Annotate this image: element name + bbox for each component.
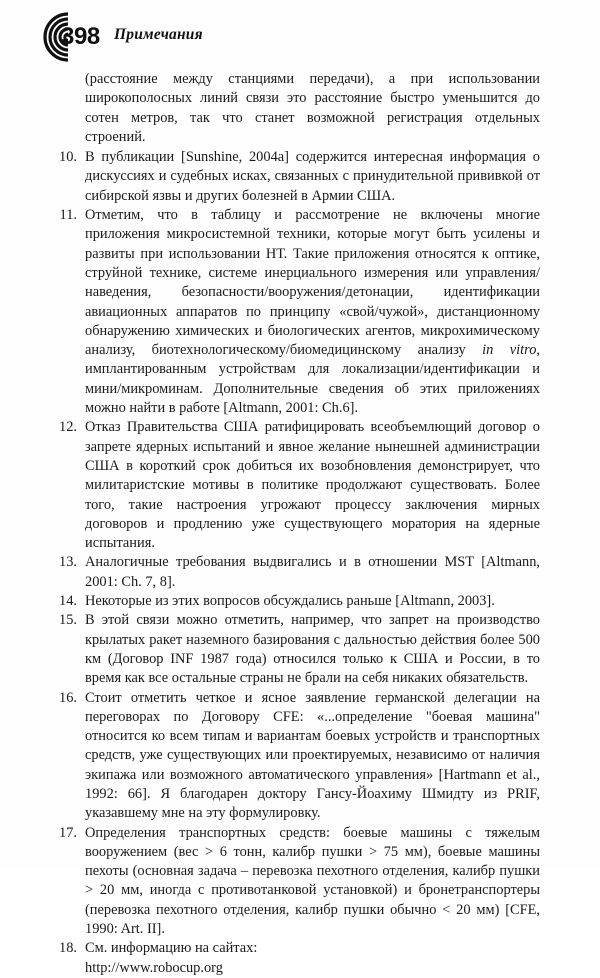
note-number: 15.: [59, 612, 77, 629]
note-text: См. информацию на сайтах:: [85, 940, 258, 957]
page-number: 398: [61, 23, 100, 50]
note-item-10: [50, 148, 540, 206]
note-item-12: [50, 418, 540, 553]
notes-body: [50, 70, 540, 978]
note-number: 17.: [59, 824, 77, 841]
note-text: Стоит отметить четкое и ясное заявление германской делегации на переговорах по Договору CFE: «...определение "боевая машина" относится ко всем типам и вариантам боевых устройств и транспортных средств, уже существующих или проектируемых, независимо от наличия экипажа или возможного автоматического управления» [Hartmann et al., 1992: 66]. Я благодарен доктору Гансу-Йоахиму Шмидту из PRIF, указавшему мне на эту формулировку.: [85, 689, 540, 822]
page-header: [36, 12, 564, 64]
note-number: 12.: [59, 419, 77, 436]
note-item-13: [50, 553, 540, 592]
note-item-16: [50, 689, 540, 824]
note-text: В этой связи можно отметить, например, что запрет на производство крылатых ракет наземного базирования с дальностью действия более 500 км (Договор INF 1987 года) относился только к США и России, в то время как все остальные страны не брали на себя никаких обязательств.: [85, 612, 540, 687]
note-text: Аналогичные требования выдвигались и в отношении MST [Altmann, 2001: Ch. 7, 8].: [85, 554, 540, 590]
header-title: Примечания: [114, 26, 203, 43]
note-text: В публикации [Sunshine, 2004a] содержится интересная информация о дискуссиях и судебных исках, связанных с принудительной прививкой от сибирской язвы и других болезней в Армии США.: [85, 149, 540, 204]
note-text: Определения транспортных средств: боевые машины с тяжелым вооружением (вес > 6 тонн, калибр пушки > 75 мм), боевые машины пехоты (основная задача – перевозка пехотного отделения, калибр пушки > 20 мм, иногда с противотанковой установкой) и бронетранспортеры (перевозка пехотного отделения, калибр пушки обычно < 20 мм) [CFE, 1990: Art. II].: [85, 824, 540, 938]
note-item-15: [50, 611, 540, 688]
note-number: 10.: [59, 149, 77, 166]
note-text: Отказ Правительства США ратифицировать всеобъемлющий договор о запрете ядерных испытаний и явное желание нынешней администрации США в короткий срок добиться их возобновления демонстрирует, что милитаристские мотивы в политике продолжают существовать. Более того, такие настроения угрожают процессу заключения мирных договоров и продлению уже существующего моратория на ядерные испытания.: [85, 419, 540, 552]
note-text: Некоторые из этих вопросов обсуждались раньше [Altmann, 2003].: [85, 593, 495, 610]
note-item-17: [50, 824, 540, 940]
note-number: 14.: [59, 593, 77, 610]
note-number: 18.: [59, 940, 77, 957]
note-number: 16.: [59, 689, 77, 706]
continuation-paragraph: (расстояние между станциями передачи), а при использовании широкополосных линий связи это расстояние быстро уменьшится до сотен метров, так что станет возможной регистрация отдельных строений.: [85, 71, 540, 145]
note-item-11: [50, 206, 540, 418]
spiral-arcs-icon: [36, 12, 102, 62]
notes-list: [50, 148, 540, 978]
note-text: [85, 206, 540, 418]
note-number: 11.: [59, 207, 77, 224]
note-text-part1: Отметим, что в таблицу и рассмотрение не включены многие приложения микросистемной техники, которые могут быть усилены и развиты при использовании НТ. Такие приложения относятся к оптике, струйной технике, системе инерциального измерения или управления/наведения, безопасности/вооружения/детонации, идентификации авиационных аппаратов по принципу «свой/чужой», дистанционному обнаружению химических и биологических агентов, микрохимическому анализу, биотехнологическому/биомедицинскому анализу: [85, 207, 540, 359]
note-number: 13.: [59, 554, 77, 571]
note-text-italic: in vitro: [482, 342, 537, 359]
note-item-18: [50, 939, 540, 978]
note-item-14: [50, 592, 540, 611]
robocup-url-link[interactable]: http://www.robocup.org: [85, 959, 223, 976]
note-text-part2: , имплантированным устройствам для локализации/идентификации и мини/микроминам. Дополнительные сведения об этих приложениях можно найти в работе [Altmann, 2001: Ch.6].: [85, 342, 540, 417]
